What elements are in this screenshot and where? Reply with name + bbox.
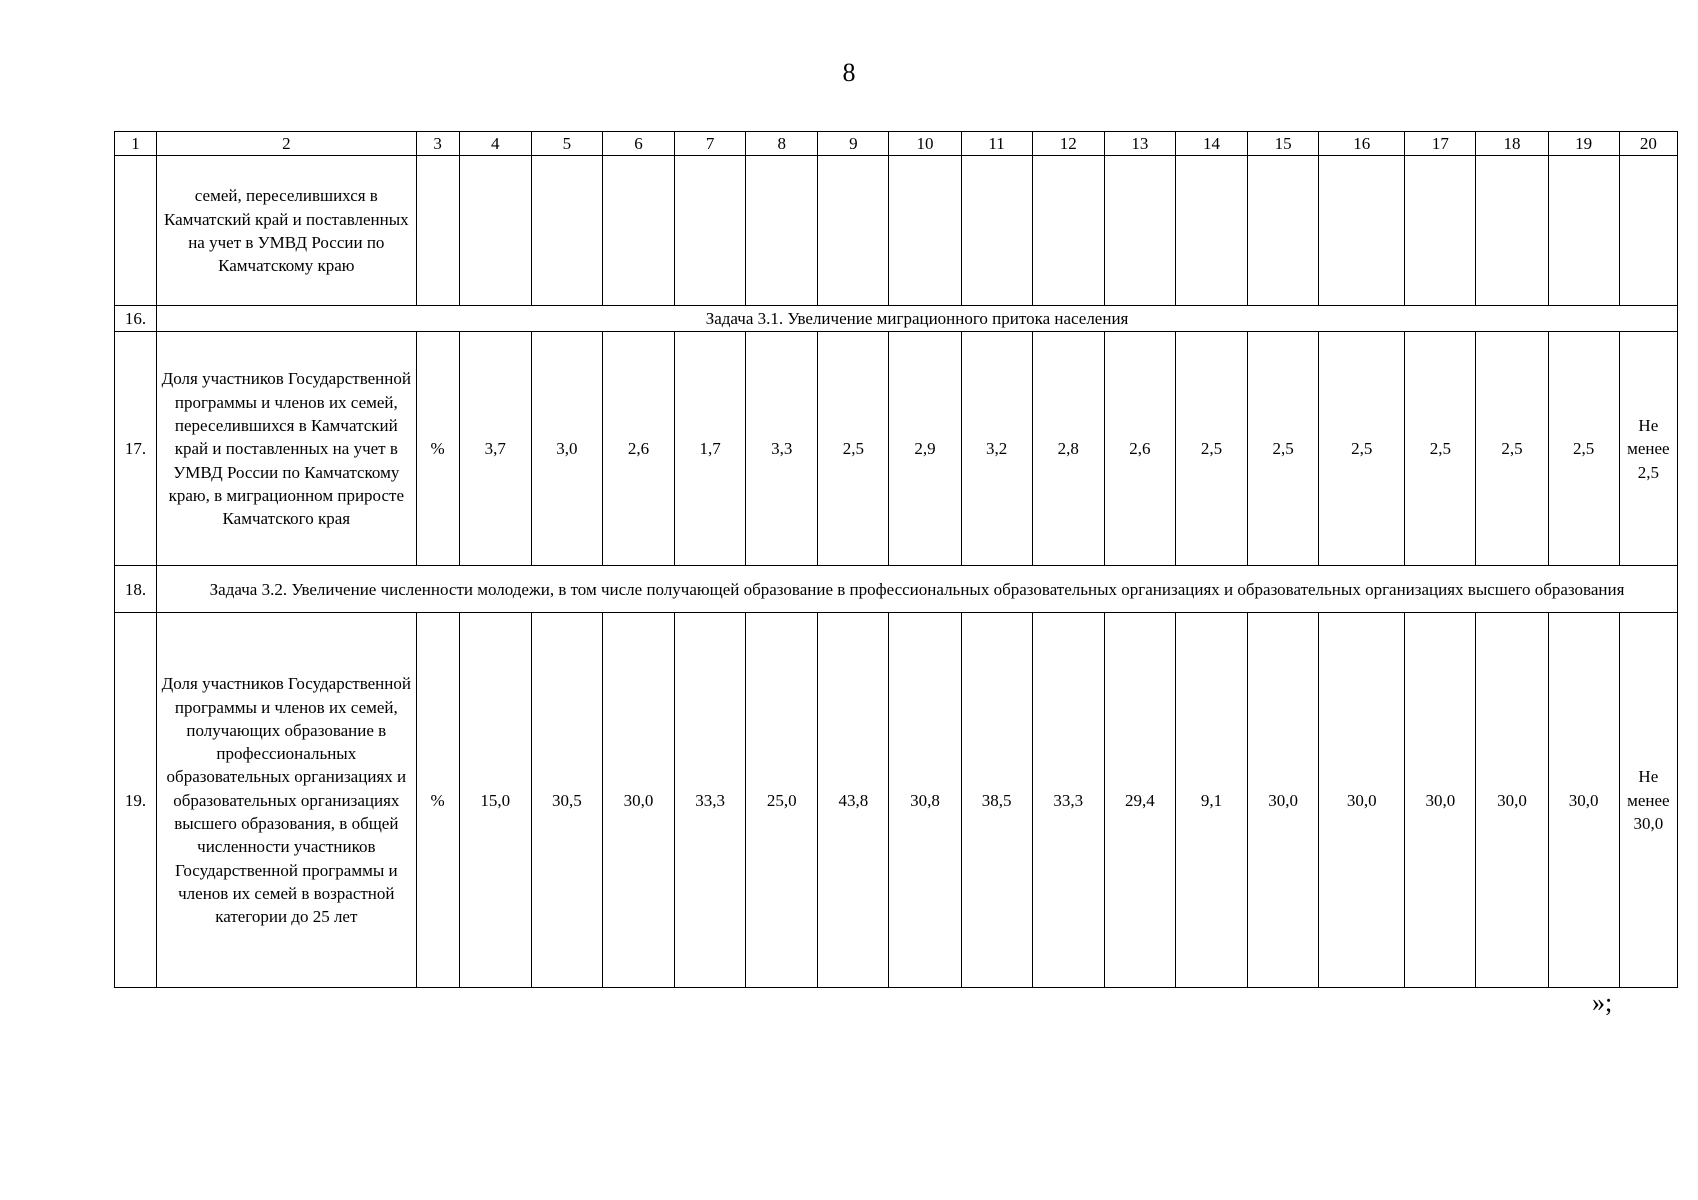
row-number-cell: 18. bbox=[115, 566, 157, 613]
column-header: 15 bbox=[1248, 132, 1319, 156]
column-header: 20 bbox=[1619, 132, 1677, 156]
value-cell: 2,5 bbox=[1248, 332, 1319, 566]
target-line: менее bbox=[1627, 439, 1670, 459]
value-cell: 30,0 bbox=[1248, 613, 1319, 988]
value-cell: 30,0 bbox=[1548, 613, 1619, 988]
value-cell: 3,3 bbox=[746, 332, 818, 566]
value-cell: 38,5 bbox=[961, 613, 1032, 988]
value-cell: 2,5 bbox=[1319, 332, 1405, 566]
empty-cell bbox=[459, 156, 531, 306]
column-header: 2 bbox=[157, 132, 416, 156]
target-line: менее bbox=[1627, 790, 1670, 810]
column-header: 1 bbox=[115, 132, 157, 156]
task-heading: Задача 3.2. Увеличение численности молодежи, в том числе получающей образование в профессиональных образовательных организациях и образовательных организациях высшего образования bbox=[157, 566, 1678, 613]
value-cell: 30,0 bbox=[1476, 613, 1548, 988]
row-number-cell: 19. bbox=[115, 613, 157, 988]
value-cell: 30,0 bbox=[602, 613, 674, 988]
row-number-cell bbox=[115, 156, 157, 306]
column-header: 8 bbox=[746, 132, 818, 156]
value-cell: 30,5 bbox=[531, 613, 602, 988]
indicator-description: Доля участников Государственной программы и членов их семей, переселившихся в Камчатский край и поставленных на учет в УМВД России по Камчатскому краю, в миграционном приросте Камчатского края bbox=[157, 332, 416, 566]
value-cell: 33,3 bbox=[675, 613, 746, 988]
unit-cell: % bbox=[416, 332, 459, 566]
indicator-description: Доля участников Государственной программы и членов их семей, получающих образование в профессиональных образовательных организациях и образовательных организациях высшего образования, в общей численности участников Государственной программы и членов их семей в возрастной категории до 25 лет bbox=[157, 613, 416, 988]
value-cell: 29,4 bbox=[1104, 613, 1175, 988]
value-cell: 30,0 bbox=[1405, 613, 1476, 988]
column-header: 19 bbox=[1548, 132, 1619, 156]
value-cell: 9,1 bbox=[1175, 613, 1247, 988]
unit-cell: % bbox=[416, 613, 459, 988]
column-header: 13 bbox=[1104, 132, 1175, 156]
table-row-continuation bbox=[115, 156, 1678, 306]
table-row-indicator bbox=[115, 613, 1678, 988]
value-cell: 2,5 bbox=[1548, 332, 1619, 566]
column-header: 17 bbox=[1405, 132, 1476, 156]
empty-cell bbox=[602, 156, 674, 306]
closing-quote-mark: »; bbox=[1592, 988, 1613, 1017]
column-header: 12 bbox=[1032, 132, 1104, 156]
value-cell: 1,7 bbox=[675, 332, 746, 566]
value-cell: 25,0 bbox=[746, 613, 818, 988]
target-line: 30,0 bbox=[1633, 814, 1664, 834]
value-cell: 3,2 bbox=[961, 332, 1032, 566]
row-number-cell: 16. bbox=[115, 306, 157, 332]
column-header: 4 bbox=[459, 132, 531, 156]
table-row-indicator bbox=[115, 332, 1678, 566]
column-header: 7 bbox=[675, 132, 746, 156]
target-value-cell bbox=[1619, 613, 1677, 988]
target-line: 2,5 bbox=[1637, 462, 1659, 482]
task-heading: Задача 3.1. Увеличение миграционного притока населения bbox=[157, 306, 1678, 332]
value-cell: 2,6 bbox=[602, 332, 674, 566]
column-header: 10 bbox=[889, 132, 961, 156]
indicator-description: семей, переселившихся в Камчатский край и поставленных на учет в УМВД России по Камчатскому краю bbox=[157, 156, 416, 306]
value-cell: 2,5 bbox=[818, 332, 889, 566]
page-number: 8 bbox=[842, 58, 856, 87]
empty-cell bbox=[531, 156, 602, 306]
column-header: 14 bbox=[1175, 132, 1247, 156]
table-row-task bbox=[115, 306, 1678, 332]
empty-cell bbox=[889, 156, 961, 306]
value-cell: 33,3 bbox=[1032, 613, 1104, 988]
target-value-cell bbox=[1619, 332, 1677, 566]
value-cell: 2,5 bbox=[1405, 332, 1476, 566]
empty-cell bbox=[1319, 156, 1405, 306]
value-cell: 2,6 bbox=[1104, 332, 1175, 566]
value-cell: 2,5 bbox=[1476, 332, 1548, 566]
empty-cell bbox=[675, 156, 746, 306]
column-header: 16 bbox=[1319, 132, 1405, 156]
empty-cell bbox=[1548, 156, 1619, 306]
column-header: 3 bbox=[416, 132, 459, 156]
empty-cell bbox=[1032, 156, 1104, 306]
empty-cell bbox=[1175, 156, 1247, 306]
empty-cell bbox=[746, 156, 818, 306]
empty-cell bbox=[1476, 156, 1548, 306]
table-row-task bbox=[115, 566, 1678, 613]
indicators-table bbox=[114, 131, 1678, 988]
value-cell: 3,7 bbox=[459, 332, 531, 566]
value-cell: 2,9 bbox=[889, 332, 961, 566]
row-number-cell: 17. bbox=[115, 332, 157, 566]
column-header: 9 bbox=[818, 132, 889, 156]
column-header: 18 bbox=[1476, 132, 1548, 156]
empty-cell bbox=[1104, 156, 1175, 306]
empty-cell bbox=[1405, 156, 1476, 306]
column-number-row bbox=[115, 132, 1678, 156]
empty-cell bbox=[1619, 156, 1677, 306]
value-cell: 30,0 bbox=[1319, 613, 1405, 988]
value-cell: 43,8 bbox=[818, 613, 889, 988]
empty-cell bbox=[1248, 156, 1319, 306]
empty-cell bbox=[961, 156, 1032, 306]
empty-cell bbox=[416, 156, 459, 306]
value-cell: 15,0 bbox=[459, 613, 531, 988]
value-cell: 3,0 bbox=[531, 332, 602, 566]
value-cell: 2,8 bbox=[1032, 332, 1104, 566]
column-header: 5 bbox=[531, 132, 602, 156]
value-cell: 30,8 bbox=[889, 613, 961, 988]
value-cell: 2,5 bbox=[1175, 332, 1247, 566]
target-line: Не bbox=[1638, 767, 1659, 787]
column-header: 6 bbox=[602, 132, 674, 156]
target-line: Не bbox=[1638, 415, 1659, 435]
column-header: 11 bbox=[961, 132, 1032, 156]
empty-cell bbox=[818, 156, 889, 306]
